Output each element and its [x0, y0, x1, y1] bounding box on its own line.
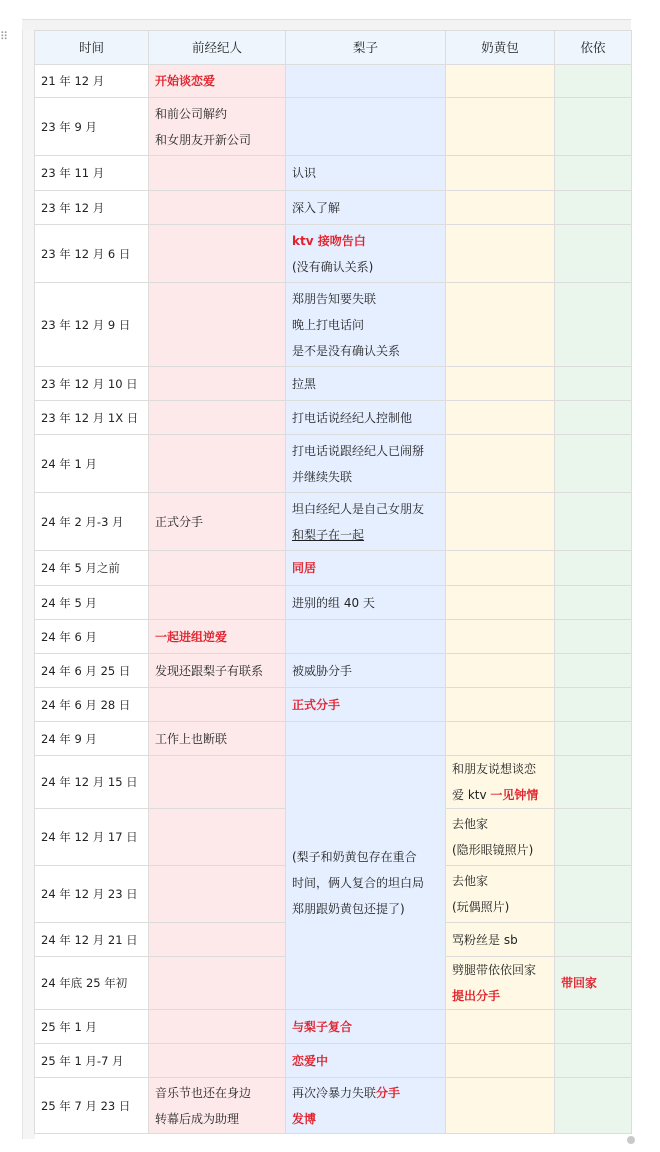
cell-naihuangbao[interactable]: [446, 722, 555, 756]
cell-naihuangbao[interactable]: [446, 688, 555, 722]
cell-line: 恋爱中: [292, 1053, 329, 1068]
cell-yiyi[interactable]: [555, 65, 632, 98]
cell-line: 开始谈恋爱: [155, 74, 216, 88]
cell-yiyi[interactable]: [555, 688, 632, 722]
table-row: [35, 1010, 632, 1044]
table-row: [35, 654, 632, 688]
table-row: [35, 156, 632, 191]
cell-time[interactable]: 23 年 12 月: [35, 191, 149, 225]
cell-line: [292, 1080, 439, 1106]
cell-naihuangbao[interactable]: [446, 1010, 555, 1044]
table-row: [35, 367, 632, 401]
cell-line: [452, 782, 548, 808]
cell-naihuangbao[interactable]: [446, 191, 555, 225]
cell-time[interactable]: 23 年 12 月 10 日: [35, 367, 149, 401]
cell-yiyi[interactable]: [555, 866, 632, 923]
cell-ex-agent[interactable]: [149, 191, 286, 225]
cell-line: (玩偶照片): [452, 900, 510, 914]
cell-yiyi[interactable]: [555, 493, 632, 551]
cell-ex-agent[interactable]: [149, 1044, 286, 1078]
cell-line: 工作上也断联: [155, 731, 228, 746]
cell-naihuangbao[interactable]: [446, 620, 555, 654]
cell-naihuangbao[interactable]: [446, 225, 555, 283]
cell-yiyi[interactable]: [555, 957, 632, 1010]
cell-lizi[interactable]: [286, 586, 446, 620]
cell-time[interactable]: 25 年 7 月 23 日: [35, 1078, 149, 1134]
timeline-table-container: [34, 30, 632, 1134]
cell-naihuangbao[interactable]: [446, 809, 555, 866]
cell-ex-agent[interactable]: [149, 1010, 286, 1044]
cell-time[interactable]: 24 年 2 月-3 月: [35, 493, 149, 551]
cell-line: ktv 接吻告白: [292, 233, 366, 248]
cell-lizi[interactable]: [286, 98, 446, 156]
cell-line: 劈腿带依依回家: [452, 963, 537, 977]
cell-line: 拉黑: [292, 376, 317, 391]
cell-time[interactable]: 24 年 6 月: [35, 620, 149, 654]
cell-yiyi[interactable]: [555, 620, 632, 654]
cell-line: 带回家: [561, 976, 598, 990]
cell-line: 进别的组 40 天: [292, 595, 375, 610]
cell-time[interactable]: 25 年 1 月: [35, 1010, 149, 1044]
cell-naihuangbao[interactable]: [446, 866, 555, 923]
cell-ex-agent[interactable]: [149, 283, 286, 367]
cell-lizi[interactable]: [286, 191, 446, 225]
cell-line: 打电话说跟经纪人已闹掰: [292, 443, 425, 458]
header-ex-agent[interactable]: 前经纪人: [149, 31, 286, 65]
cell-line: 转幕后成为助理: [155, 1111, 240, 1126]
cell-yiyi[interactable]: [555, 191, 632, 225]
cell-time[interactable]: 24 年 5 月: [35, 586, 149, 620]
resize-handle[interactable]: [627, 1136, 635, 1144]
cell-ex-agent[interactable]: [149, 401, 286, 435]
cell-line: (隐形眼镜照片): [452, 843, 534, 857]
cell-time[interactable]: 23 年 12 月 9 日: [35, 283, 149, 367]
cell-line: 和梨子在一起: [292, 527, 365, 542]
header-lizi[interactable]: 梨子: [286, 31, 446, 65]
cell-time[interactable]: 23 年 12 月 6 日: [35, 225, 149, 283]
table-row: [35, 586, 632, 620]
cell-naihuangbao[interactable]: [446, 1044, 555, 1078]
cell-line: 郑朋跟奶黄包还提了): [292, 901, 405, 916]
cell-lizi-merged[interactable]: [286, 756, 446, 1010]
table-row: [35, 1078, 632, 1134]
cell-lizi[interactable]: [286, 551, 446, 586]
cell-yiyi[interactable]: [555, 1078, 632, 1134]
table-row: [35, 620, 632, 654]
cell-line: 骂粉丝是 sb: [452, 932, 518, 947]
table-row: [35, 551, 632, 586]
cell-line: 郑朋告知要失联: [292, 291, 377, 306]
cell-time[interactable]: 24 年 5 月之前: [35, 551, 149, 586]
cell-ex-agent[interactable]: [149, 756, 286, 809]
cell-yiyi[interactable]: [555, 756, 632, 809]
drag-handle-icon[interactable]: ⠿: [0, 30, 8, 43]
cell-line: 正式分手: [292, 697, 341, 712]
cell-line: 和女朋友开新公司: [155, 132, 252, 147]
cell-line: 和朋友说想谈恋: [452, 762, 537, 776]
cell-yiyi[interactable]: [555, 401, 632, 435]
cell-ex-agent[interactable]: [149, 65, 286, 98]
cell-ex-agent[interactable]: [149, 367, 286, 401]
cell-time[interactable]: 24 年 12 月 15 日: [35, 756, 149, 809]
cell-yiyi[interactable]: [555, 586, 632, 620]
cell-line: 发现还跟梨子有联系: [155, 663, 264, 678]
cell-yiyi[interactable]: [555, 1010, 632, 1044]
header-row: [35, 31, 632, 65]
cell-yiyi[interactable]: [555, 722, 632, 756]
cell-time[interactable]: 24 年 9 月: [35, 722, 149, 756]
cell-naihuangbao[interactable]: [446, 586, 555, 620]
table-row: [35, 756, 632, 809]
cell-line: 是不是没有确认关系: [292, 343, 401, 358]
cell-line: 被威胁分手: [292, 663, 353, 678]
cell-naihuangbao[interactable]: [446, 654, 555, 688]
cell-ex-agent[interactable]: [149, 435, 286, 493]
cell-text: 爱 ktv: [452, 788, 491, 802]
cell-line: 去他家: [452, 874, 489, 888]
header-naihuangbao[interactable]: 奶黄包: [446, 31, 555, 65]
table-row: [35, 435, 632, 493]
cell-line: 正式分手: [155, 514, 204, 529]
cell-yiyi[interactable]: [555, 435, 632, 493]
cell-time[interactable]: 25 年 1 月-7 月: [35, 1044, 149, 1078]
cell-yiyi[interactable]: [555, 809, 632, 866]
cell-line: (没有确认关系): [292, 259, 374, 274]
cell-time[interactable]: 23 年 11 月: [35, 156, 149, 191]
cell-yiyi[interactable]: [555, 654, 632, 688]
cell-lizi[interactable]: [286, 283, 446, 367]
cell-yiyi[interactable]: [555, 1044, 632, 1078]
cell-line: 一起进组逆爱: [155, 629, 228, 644]
cell-lizi[interactable]: [286, 1044, 446, 1078]
cell-yiyi[interactable]: [555, 923, 632, 957]
cell-line: 坦白经纪人是自己女朋友: [292, 501, 425, 516]
cell-time[interactable]: 23 年 9 月: [35, 98, 149, 156]
cell-line: 同居: [292, 561, 317, 575]
cell-naihuangbao[interactable]: [446, 283, 555, 367]
cell-ex-agent[interactable]: [149, 98, 286, 156]
cell-naihuangbao[interactable]: [446, 65, 555, 98]
cell-time[interactable]: 24 年 6 月 28 日: [35, 688, 149, 722]
table-row: [35, 401, 632, 435]
cell-ex-agent[interactable]: [149, 586, 286, 620]
cell-yiyi[interactable]: [555, 225, 632, 283]
cell-time[interactable]: 24 年 1 月: [35, 435, 149, 493]
cell-time[interactable]: 24 年 12 月 17 日: [35, 809, 149, 866]
cell-lizi[interactable]: [286, 722, 446, 756]
table-row: [35, 283, 632, 367]
cell-ex-agent[interactable]: [149, 493, 286, 551]
cell-lizi[interactable]: [286, 1010, 446, 1044]
cell-line: 打电话说经纪人控制他: [292, 410, 413, 425]
cell-time[interactable]: 24 年 12 月 21 日: [35, 923, 149, 957]
cell-naihuangbao[interactable]: [446, 401, 555, 435]
cell-lizi[interactable]: [286, 367, 446, 401]
cell-ex-agent[interactable]: [149, 620, 286, 654]
cell-time[interactable]: 23 年 12 月 1X 日: [35, 401, 149, 435]
cell-naihuangbao[interactable]: [446, 493, 555, 551]
header-time[interactable]: 时间: [35, 31, 149, 65]
table-row: [35, 225, 632, 283]
cell-naihuangbao[interactable]: [446, 923, 555, 957]
highlight-text: 分手: [376, 1085, 401, 1100]
cell-time[interactable]: 24 年 6 月 25 日: [35, 654, 149, 688]
cell-ex-agent[interactable]: [149, 225, 286, 283]
cell-ex-agent[interactable]: [149, 957, 286, 1010]
cell-line: 并继续失联: [292, 469, 353, 484]
cell-lizi[interactable]: [286, 493, 446, 551]
cell-naihuangbao[interactable]: [446, 156, 555, 191]
highlight-text: 一见钟情: [490, 788, 539, 802]
cell-lizi[interactable]: [286, 156, 446, 191]
table-row: [35, 98, 632, 156]
cell-lizi[interactable]: [286, 1078, 446, 1134]
cell-time[interactable]: 21 年 12 月: [35, 65, 149, 98]
table-body: [35, 65, 632, 1134]
cell-ex-agent[interactable]: [149, 1078, 286, 1134]
cell-line: 音乐节也还在身边: [155, 1085, 252, 1100]
cell-naihuangbao[interactable]: [446, 756, 555, 809]
cell-yiyi[interactable]: [555, 156, 632, 191]
cell-time[interactable]: 24 年底 25 年初: [35, 957, 149, 1010]
cell-ex-agent[interactable]: [149, 923, 286, 957]
cell-naihuangbao[interactable]: [446, 98, 555, 156]
table-row: [35, 1044, 632, 1078]
cell-naihuangbao[interactable]: [446, 1078, 555, 1134]
cell-line: 深入了解: [292, 200, 341, 215]
cell-line: 提出分手: [452, 989, 501, 1003]
cell-yiyi[interactable]: [555, 367, 632, 401]
cell-ex-agent[interactable]: [149, 156, 286, 191]
table-row: [35, 688, 632, 722]
cell-lizi[interactable]: [286, 65, 446, 98]
cell-ex-agent[interactable]: [149, 688, 286, 722]
cell-line: 时间，俩人复合的坦白局: [292, 875, 425, 890]
timeline-table: [34, 30, 632, 1134]
cell-lizi[interactable]: [286, 654, 446, 688]
cell-time[interactable]: 24 年 12 月 23 日: [35, 866, 149, 923]
cell-naihuangbao[interactable]: [446, 435, 555, 493]
table-row: [35, 65, 632, 98]
cell-yiyi[interactable]: [555, 283, 632, 367]
cell-line: 和前公司解约: [155, 106, 228, 121]
cell-naihuangbao[interactable]: [446, 957, 555, 1010]
cell-naihuangbao[interactable]: [446, 367, 555, 401]
cell-ex-agent[interactable]: [149, 654, 286, 688]
cell-lizi[interactable]: [286, 435, 446, 493]
cell-ex-agent[interactable]: [149, 866, 286, 923]
cell-yiyi[interactable]: [555, 551, 632, 586]
cell-text: 再次冷暴力失联: [292, 1085, 377, 1100]
cell-naihuangbao[interactable]: [446, 551, 555, 586]
cell-line: 认识: [292, 166, 317, 180]
cell-line: 与梨子复合: [292, 1019, 353, 1034]
header-yiyi[interactable]: 依依: [555, 31, 632, 65]
cell-lizi[interactable]: [286, 401, 446, 435]
cell-yiyi[interactable]: [555, 98, 632, 156]
cell-lizi[interactable]: [286, 620, 446, 654]
cell-ex-agent[interactable]: [149, 551, 286, 586]
cell-line: 去他家: [452, 817, 489, 831]
cell-line: 晚上打电话问: [292, 317, 365, 332]
table-row: [35, 722, 632, 756]
table-row: [35, 191, 632, 225]
cell-line: (梨子和奶黄包存在重合: [292, 849, 417, 864]
table-row: [35, 493, 632, 551]
cell-ex-agent[interactable]: [149, 722, 286, 756]
cell-lizi[interactable]: [286, 225, 446, 283]
cell-ex-agent[interactable]: [149, 809, 286, 866]
cell-lizi[interactable]: [286, 688, 446, 722]
cell-line: 发博: [292, 1111, 317, 1126]
